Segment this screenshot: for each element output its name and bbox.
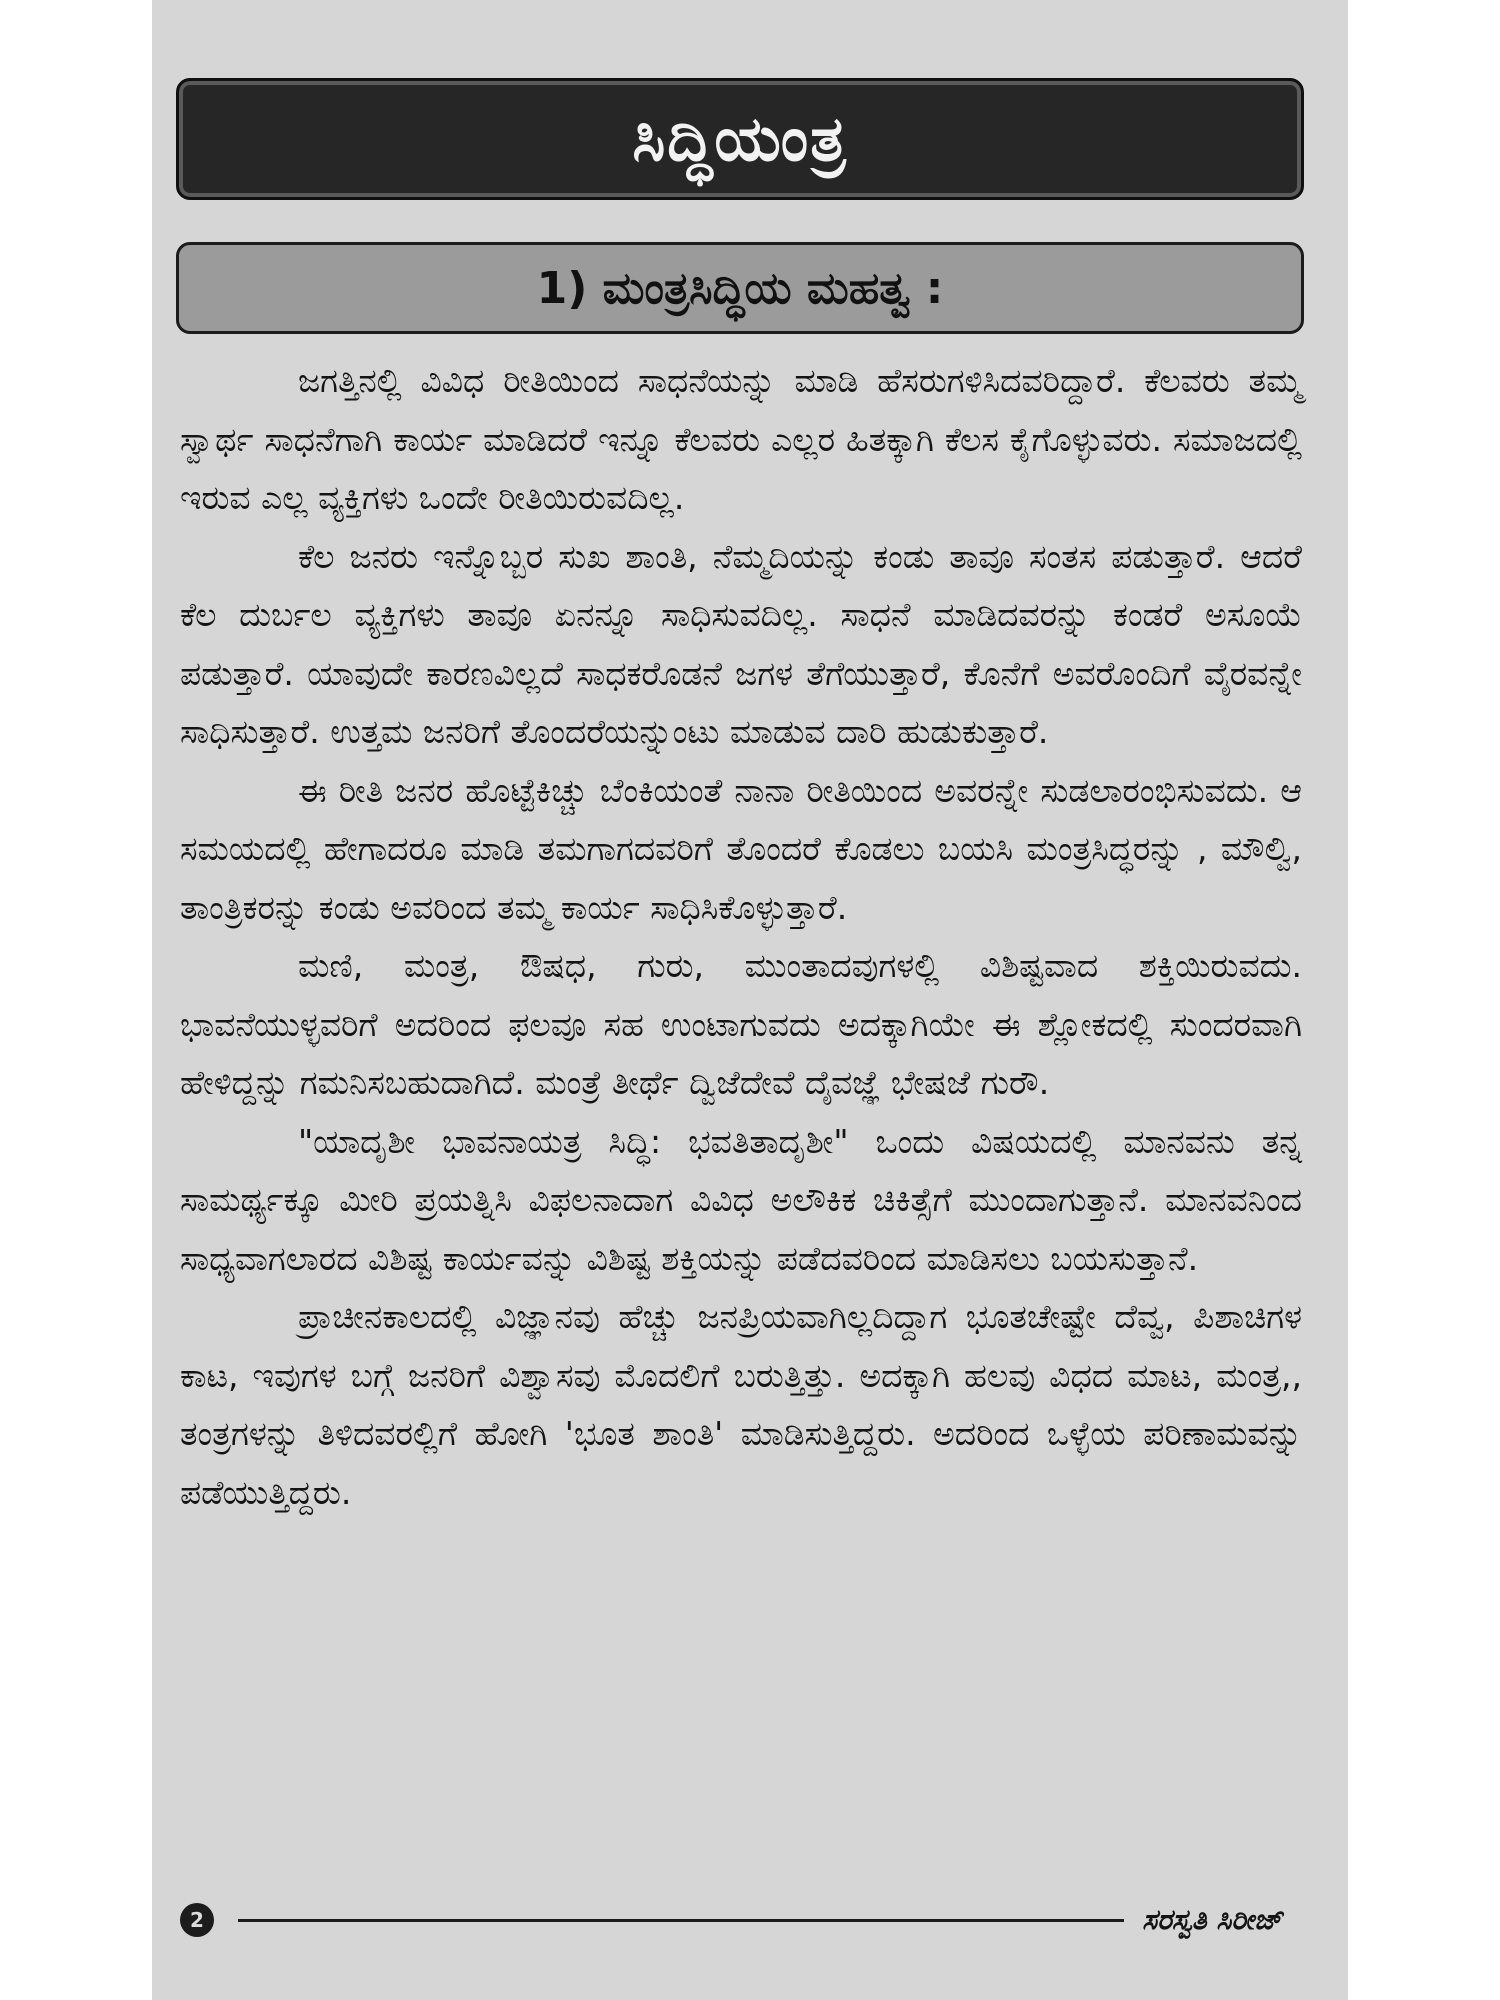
footer-rule xyxy=(238,1919,1124,1922)
page-number: 2 xyxy=(180,1903,214,1937)
section-heading-banner xyxy=(176,242,1304,334)
book-page xyxy=(152,0,1348,2000)
paragraph: ಈ ರೀತಿ ಜನರ ಹೊಟ್ಟೆಕಿಚ್ಚು ಬೆಂಕಿಯಂತೆ ನಾನಾ ರೀತಿಯಿಂದ ಅವರನ್ನೇ ಸುಡಲಾರಂಭಿಸುವದು. ಆ ಸಮಯದಲ್ಲಿ ಹೇಗಾದರೂ ಮಾಡಿ ತಮಗಾಗದವರಿಗೆ ತೊಂದರೆ ಕೊಡಲು ಬಯಸಿ ಮಂತ್ರಸಿದ್ಧರನ್ನು , ಮೌಲ್ವಿ, ತಾಂತ್ರಿಕರನ್ನು ಕಂಡು ಅವರಿಂದ ತಮ್ಮ ಕಾರ್ಯ ಸಾಧಿಸಿಕೊಳ್ಳುತ್ತಾರೆ. xyxy=(180,770,1302,927)
paragraph: "ಯಾದೃಶೀ ಭಾವನಾಯತ್ರ ಸಿದ್ಧಿ: ಭವತಿತಾದೃಶೀ" ಒಂದು ವಿಷಯದಲ್ಲಿ ಮಾನವನು ತನ್ನ ಸಾಮರ್ಥ್ಯಕ್ಕೂ ಮೀರಿ ಪ್ರಯತ್ನಿಸಿ ವಿಫಲನಾದಾಗ ವಿವಿಧ ಅಲೌಕಿಕ ಚಿಕಿತ್ಸೆಗೆ ಮುಂದಾಗುತ್ತಾನೆ. ಮಾನವನಿಂದ ಸಾಧ್ಯವಾಗಲಾರದ ವಿಶಿಷ್ಟ ಕಾರ್ಯವನ್ನು ವಿಶಿಷ್ಟ ಶಕ್ತಿಯನ್ನು ಪಡೆದವರಿಂದ ಮಾಡಿಸಲು ಬಯಸುತ್ತಾನೆ. xyxy=(180,1121,1302,1278)
paragraph: ಜಗತ್ತಿನಲ್ಲಿ ವಿವಿಧ ರೀತಿಯಿಂದ ಸಾಧನೆಯನ್ನು ಮಾಡಿ ಹೆಸರುಗಳಿಸಿದವರಿದ್ದಾರೆ. ಕೆಲವರು ತಮ್ಮ ಸ್ವಾರ್ಥ ಸಾಧನೆಗಾಗಿ ಕಾರ್ಯ ಮಾಡಿದರೆ ಇನ್ನೂ ಕೆಲವರು ಎಲ್ಲರ ಹಿತಕ್ಕಾಗಿ ಕೆಲಸ ಕೈಗೊಳ್ಳುವರು. ಸಮಾಜದಲ್ಲಿ ಇರುವ ಎಲ್ಲ ವ್ಯಕ್ತಿಗಳು ಒಂದೇ ರೀತಿಯಿರುವದಿಲ್ಲ. xyxy=(180,361,1302,517)
page-footer xyxy=(180,1895,1302,1945)
body-text xyxy=(180,352,1302,1522)
paragraph: ಕೆಲ ಜನರು ಇನ್ನೊಬ್ಬರ ಸುಖ ಶಾಂತಿ, ನೆಮ್ಮದಿಯನ್ನು ಕಂಡು ತಾವೂ ಸಂತಸ ಪಡುತ್ತಾರೆ. ಆದರೆ ಕೆಲ ದುರ್ಬಲ ವ್ಯಕ್ತಿಗಳು ತಾವೂ ಏನನ್ನೂ ಸಾಧಿಸುವದಿಲ್ಲ. ಸಾಧನೆ ಮಾಡಿದವರನ್ನು ಕಂಡರೆ ಅಸೂಯೆ ಪಡುತ್ತಾರೆ. ಯಾವುದೇ ಕಾರಣವಿಲ್ಲದೆ ಸಾಧಕರೊಡನೆ ಜಗಳ ತೆಗೆಯುತ್ತಾರೆ, ಕೊನೆಗೆ ಅವರೊಂದಿಗೆ ವೈರವನ್ನೇ ಸಾಧಿಸುತ್ತಾರೆ. ಉತ್ತಮ ಜನರಿಗೆ ತೊಂದರೆಯನ್ನುಂಟು ಮಾಡುವ ದಾರಿ ಹುಡುಕುತ್ತಾರೆ. xyxy=(180,536,1302,751)
page-title: ಸಿದ್ಧಿಯಂತ್ರ xyxy=(632,102,848,175)
section-heading: 1) ಮಂತ್ರಸಿದ್ಧಿಯ ಮಹತ್ವ : xyxy=(536,262,944,314)
paragraph: ಮಣಿ, ಮಂತ್ರ, ಔಷಧ, ಗುರು, ಮುಂತಾದವುಗಳಲ್ಲಿ ವಿಶಿಷ್ಟವಾದ ಶಕ್ತಿಯಿರುವದು. ಭಾವನೆಯುಳ್ಳವರಿಗೆ ಅದರಿಂದ ಫಲವೂ ಸಹ ಉಂಟಾಗುವದು ಅದಕ್ಕಾಗಿಯೇ ಈ ಶ್ಲೋಕದಲ್ಲಿ ಸುಂದರವಾಗಿ ಹೇಳಿದ್ದನ್ನು ಗಮನಿಸಬಹುದಾಗಿದೆ. ಮಂತ್ರೆ ತೀರ್ಥೆ ದ್ವಿಜೆದೇವೆ ದೈವಜ್ಞೆ ಭೇಷಜೆ ಗುರೌ. xyxy=(180,946,1302,1102)
series-name: ಸರಸ್ವತಿ ಸಿರೀಜ್ xyxy=(1142,1903,1282,1936)
paragraph: ಪ್ರಾಚೀನಕಾಲದಲ್ಲಿ ವಿಜ್ಞಾನವು ಹೆಚ್ಚು ಜನಪ್ರಿಯವಾಗಿಲ್ಲದಿದ್ದಾಗ ಭೂತಚೇಷ್ಟೇ ದೆವ್ವ, ಪಿಶಾಚಿಗಳ ಕಾಟ, ಇವುಗಳ ಬಗ್ಗೆ ಜನರಿಗೆ ವಿಶ್ವಾಸವು ಮೊದಲಿಗೆ ಬರುತ್ತಿತ್ತು. ಅದಕ್ಕಾಗಿ ಹಲವು ವಿಧದ ಮಾಟ, ಮಂತ್ರ,, ತಂತ್ರಗಳನ್ನು ತಿಳಿದವರಲ್ಲಿಗೆ ಹೋಗಿ 'ಭೂತ ಶಾಂತಿ' ಮಾಡಿಸುತ್ತಿದ್ದರು. ಅದರಿಂದ ಒಳ್ಳೆಯ ಪರಿಣಾಮವನ್ನು ಪಡೆಯುತ್ತಿದ್ದರು. xyxy=(180,1297,1302,1512)
title-banner xyxy=(176,78,1304,200)
